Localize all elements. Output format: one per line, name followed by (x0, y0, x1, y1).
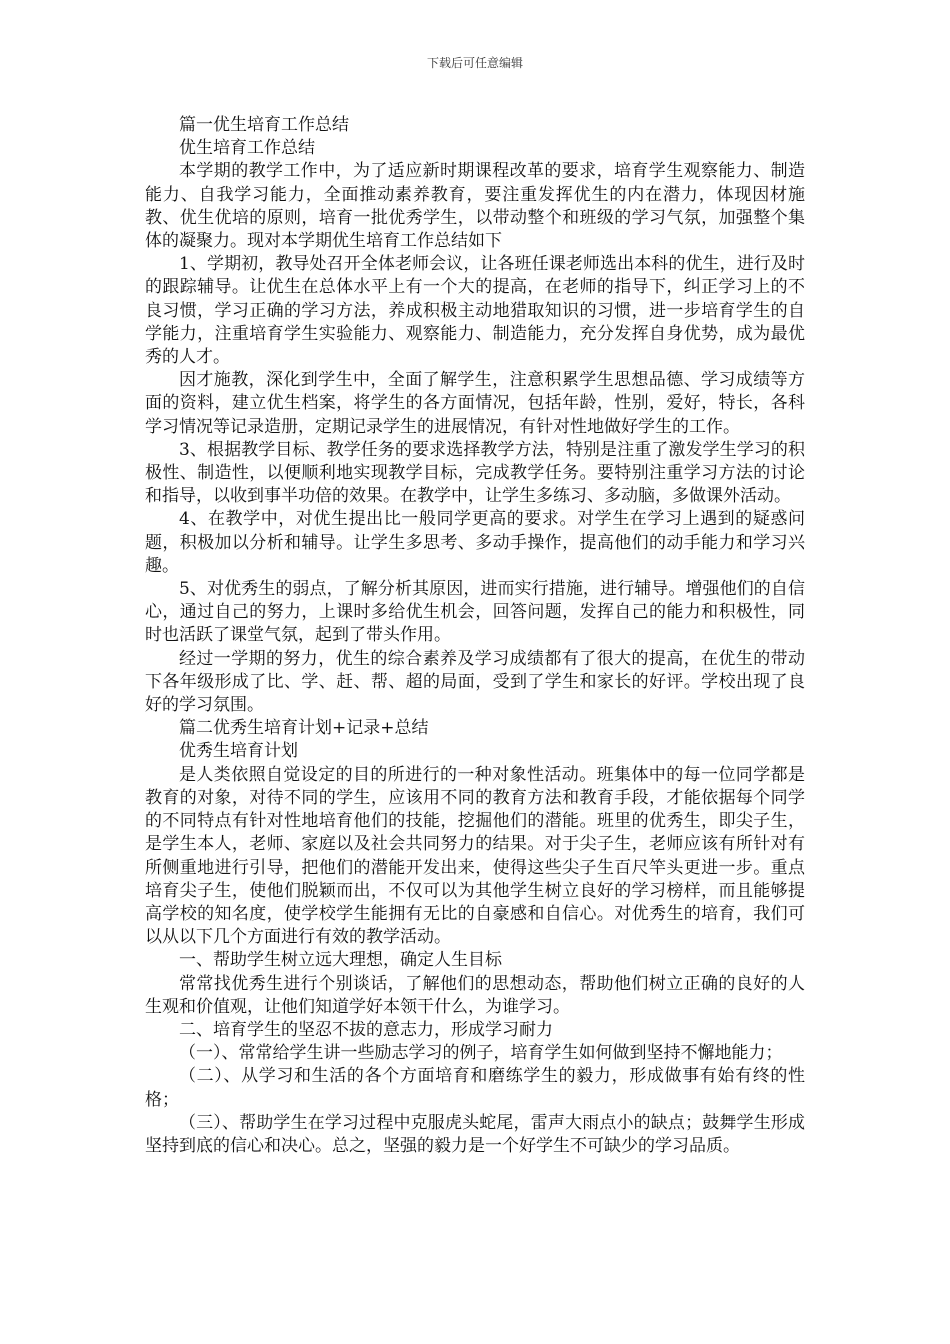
paragraph: 常常找优秀生进行个别谈话，了解他们的思想动态，帮助他们树立正确的良好的人生观和价值观，让他们知道学好本领干什么，为谁学习。 (145, 973, 805, 1017)
document-body (145, 114, 805, 1158)
paragraph: 3、根据教学目标、教学任务的要求选择教学方法，特别是注重了激发学生学习的积极性、制造性，以便顺利地实现教学目标，完成教学任务。要特别注重学习方法的讨论和指导，以收到事半功倍的效果。在教学中，让学生多练习、多动脑，多做课外活动。 (145, 439, 805, 507)
list-item: （一）、常常给学生讲一些励志学习的例子，培育学生如何做到坚持不懈地能力； (179, 1043, 783, 1064)
section-title-1: 篇一优生培育工作总结 (179, 115, 349, 135)
section-subtitle-1: 优生培育工作总结 (179, 138, 315, 159)
paragraph: 1、学期初，教导处召开全体老师会议，让各班任课老师选出本科的优生，进行及时的跟踪辅导。让优生在总体水平上有一个大的提高，在老师的指导下，纠正学习上的不良习惯，学习正确的学习方法，养成积极主动地猎取知识的习惯，进一步培育学生的自学能力，注重培育学生实验能力、观察能力、制造能力，充分发挥自身优势，成为最优秀的人才。 (145, 254, 805, 368)
list-item: （三）、帮助学生在学习过程中克服虎头蛇尾，雷声大雨点小的缺点；鼓舞学生形成坚持到底的信心和决心。总之，坚强的毅力是一个好学生不可缺少的学习品质。 (145, 1112, 805, 1156)
section-subtitle-2: 优秀生培育计划 (179, 741, 298, 762)
list-item: （二）、从学习和生活的各个方面培育和磨练学生的毅力，形成做事有始有终的性格； (145, 1066, 805, 1110)
paragraph: 5、对优秀生的弱点，了解分析其原因，进而实行措施，进行辅导。增强他们的自信心，通过自己的努力，上课时多给优生机会，回答问题，发挥自己的能力和积极性，同时也活跃了课堂气氛，起到了带头作用。 (145, 579, 805, 646)
page-header: 下载后可任意编辑 (426, 56, 523, 70)
list-heading: 二、培育学生的坚忍不拔的意志力，形成学习耐力 (179, 1019, 553, 1040)
paragraph: 4、在教学中，对优生提出比一般同学更高的要求。对学生在学习上遇到的疑惑问题，积极加以分析和辅导。让学生多思考、多动手操作，提高他们的动手能力和学习兴趣。 (145, 509, 805, 576)
paragraph: 经过一学期的努力，优生的综合素养及学习成绩都有了很大的提高，在优生的带动下各年级形成了比、学、赶、帮、超的局面，受到了学生和家长的好评。学校出现了良好的学习氛围。 (145, 648, 805, 716)
paragraph: 是人类依照自觉设定的目的所进行的一种对象性活动。班集体中的每一位同学都是教育的对象，对待不同的学生，应该用不同的教育方法和教育手段，才能依据每个同学的不同特点有针对性地培育他们的技能，挖掘他们的潜能。班里的优秀生，即尖子生，是学生本人，老师、家庭以及社会共同努力的结果。对于尖子生，老师应该有所针对有所侧重地进行引导，把他们的潜能开发出来，使得这些尖子生百尺竿头更进一步。重点培育尖子生，使他们脱颖而出，不仅可以为其他学生树立良好的学习榜样，而且能够提高学校的知名度，使学校学生能拥有无比的自豪感和自信心。对优秀生的培育，我们可以从以下几个方面进行有效的教学活动。 (145, 764, 805, 948)
paragraph: 本学期的教学工作中，为了适应新时期课程改革的要求，培育学生观察能力、制造能力、自我学习能力，全面推动素养教育，要注重发挥优生的内在潜力，体现因材施教、优生优培的原则，培育一批优秀学生，以带动整个和班级的学习气氛，加强整个集体的凝聚力。现对本学期优生培育工作总结如下 (145, 161, 805, 252)
list-heading: 一、帮助学生树立远大理想，确定人生目标 (179, 950, 502, 971)
paragraph: 因才施教，深化到学生中，全面了解学生，注意积累学生思想品德、学习成绩等方面的资料，建立优生档案，将学生的各方面情况，包括年龄，性别，爱好，特长，各科学习情况等记录造册，定期记录学生的进展情况，有针对性地做好学生的工作。 (145, 370, 805, 437)
section-title-2: 篇二优秀生培育计划+记录+总结 (179, 718, 429, 739)
